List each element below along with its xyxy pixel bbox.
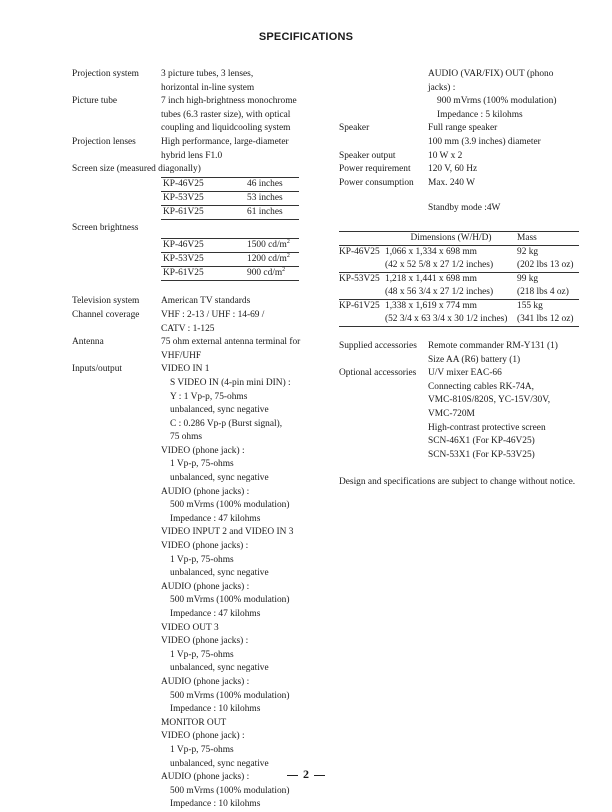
model-cell: KP-53V25 (163, 254, 204, 265)
unit: cd/m (268, 240, 287, 251)
model-cell: KP-46V25 (339, 246, 380, 257)
inputs-output-line: VIDEO (phone jacks) : (161, 541, 249, 552)
spec-value: 7 inch high-brightness monochrome (161, 96, 297, 107)
inputs-output-line: 500 mVrms (100% modulation) (170, 690, 290, 701)
inputs-output-line: unbalanced, sync negative (170, 568, 269, 579)
table-row (339, 299, 579, 313)
inputs-output-line: AUDIO (phone jacks) : (161, 772, 250, 783)
value-cell: 61 inches (247, 206, 283, 217)
unit-superscript: 2 (282, 267, 286, 274)
inputs-output-line: AUDIO (phone jacks) : (161, 486, 250, 497)
spec-label: Projection lenses (72, 136, 136, 147)
dim-mm-cell: 1,066 x 1,334 x 698 mm (385, 246, 477, 257)
spec-power-consumption (339, 177, 587, 191)
dim-in-cell: (42 x 52 5/8 x 27 1/2 inches) (385, 259, 494, 270)
spec-picture-tube (72, 95, 342, 136)
inputs-output-line: unbalanced, sync negative (170, 405, 269, 416)
page-number: 2 (303, 767, 309, 781)
spec-value: horizontal in-line system (161, 82, 255, 93)
spec-supplied-accessories (339, 340, 587, 367)
dash-left (287, 775, 298, 776)
inputs-output-line: Impedance : 47 kilohms (170, 609, 261, 619)
inputs-output-line: 75 ohms (170, 432, 203, 443)
spec-value: coupling and liquidcooling system (161, 123, 291, 134)
spec-value: 10 W x 2 (428, 150, 463, 161)
mass-lbs-cell: (202 lbs 13 oz) (517, 259, 574, 270)
spec-value: 3 picture tubes, 3 lenses, (161, 69, 254, 79)
dim-in-cell: (52 3/4 x 63 3/4 x 30 1/2 inches) (385, 313, 508, 324)
spec-label: Projection system (72, 69, 139, 79)
header-mass: Mass (517, 232, 537, 243)
spec-value: 900 mVrms (100% modulation) (437, 96, 557, 107)
inputs-output-line: MONITOR OUT (161, 717, 227, 728)
dimensions-group (339, 272, 579, 299)
inputs-output-line: VIDEO (phone jack) : (161, 731, 245, 742)
dimensions-group (339, 299, 579, 326)
spec-value: tubes (6.3 raster size), with optical (161, 109, 291, 120)
spec-value: SCN-53X1 (For KP-53V25) (428, 449, 535, 460)
model-cell: KP-46V25 (163, 240, 204, 251)
brightness-value: 1200 (247, 254, 266, 265)
inputs-output-line: AUDIO (phone jacks) : (161, 581, 250, 592)
spec-value: Size AA (R6) battery (1) (428, 354, 521, 365)
table-row (161, 205, 299, 219)
dash-right (314, 775, 325, 776)
spec-label: Power consumption (339, 177, 414, 188)
spec-value: VHF : 2-13 / UHF : 14-69 / (161, 309, 265, 320)
inputs-output-line: VIDEO (phone jacks) : (161, 636, 249, 647)
dimensions-group (339, 245, 579, 272)
table-row (161, 191, 299, 205)
mass-kg-cell: 155 kg (517, 300, 543, 311)
spec-value: U/V mixer EAC-66 (428, 368, 502, 379)
empty-cell (339, 313, 385, 327)
table-row (339, 272, 579, 286)
empty-cell (339, 286, 385, 300)
model-cell: KP-53V25 (163, 192, 204, 203)
spec-label: Picture tube (72, 96, 118, 107)
inputs-output-line: VIDEO (phone jack) : (161, 445, 245, 456)
inputs-output-line: Impedance : 10 kilohms (170, 799, 261, 810)
value-cell (245, 267, 299, 281)
spec-speaker-output (339, 150, 587, 164)
brightness-value: 1500 (247, 240, 266, 251)
spec-value: Full range speaker (428, 123, 498, 134)
inputs-output-list (161, 363, 342, 812)
mass-lbs-cell: (341 lbs 12 oz) (517, 313, 574, 324)
header-dimensions: Dimensions (W/H/D) (410, 232, 492, 243)
left-column (72, 68, 342, 812)
inputs-output-line: Impedance : 47 kilohms (170, 513, 261, 524)
inputs-output-line: Y : 1 Vp-p, 75-ohms (170, 391, 248, 402)
model-cell: KP-53V25 (339, 273, 380, 284)
table-row (161, 253, 299, 267)
table-row (161, 177, 299, 191)
inputs-output-line: unbalanced, sync negative (170, 473, 269, 484)
spec-value: 75 ohm external antenna terminal for (161, 337, 301, 348)
table-header-row (339, 231, 579, 245)
spec-label: Speaker (339, 123, 370, 134)
audio-out-block (339, 68, 587, 122)
spec-antenna (72, 336, 342, 363)
spec-value: 120 V, 60 Hz (428, 164, 478, 175)
inputs-output-line: Impedance : 10 kilohms (170, 704, 261, 715)
unit: cd/m (263, 268, 283, 279)
model-cell: KP-46V25 (163, 178, 204, 189)
spec-value: CATV : 1-125 (161, 323, 215, 334)
spec-value: VMC-810S/820S, YC-15V/30V, (428, 395, 551, 406)
inputs-output-line: 500 mVrms (100% modulation) (170, 595, 290, 606)
spec-label: Supplied accessories (339, 340, 417, 351)
spec-television-system (72, 295, 342, 309)
spec-optional-accessories (339, 367, 587, 462)
right-column (339, 68, 587, 490)
spec-power-requirement (339, 163, 587, 177)
inputs-output-line: 500 mVrms (100% modulation) (170, 785, 290, 796)
screen-size-label: Screen size (measured diagonally) (72, 164, 201, 175)
spec-projection-system (72, 68, 342, 95)
inputs-output-line: 500 mVrms (100% modulation) (170, 500, 290, 511)
dim-in-cell: (48 x 56 3/4 x 27 1/2 inches) (385, 286, 494, 297)
dimensions-table (339, 231, 579, 327)
spec-value: jacks) : (428, 82, 456, 93)
table-row (339, 259, 579, 273)
inputs-output-line: VIDEO IN 1 (161, 364, 210, 375)
spec-inputs-output (72, 363, 342, 812)
table-row (161, 239, 299, 253)
unit-superscript: 2 (286, 253, 290, 260)
spec-label: Channel coverage (72, 309, 140, 320)
inputs-output-line: VIDEO INPUT 2 and VIDEO IN 3 (161, 527, 294, 538)
header-model (339, 231, 385, 245)
spec-label: Power requirement (339, 164, 411, 175)
table-row (339, 313, 579, 327)
spec-value: 100 mm (3.9 inches) diameter (428, 136, 541, 147)
spec-label: Television system (72, 296, 140, 307)
spec-label: Speaker output (339, 150, 396, 161)
model-cell: KP-61V25 (163, 206, 204, 217)
spec-value: Impedance : 5 kilohms (437, 109, 523, 120)
inputs-output-line: 1 Vp-p, 75-ohms (170, 744, 234, 755)
mass-kg-cell: 99 kg (517, 273, 539, 284)
spec-label: Optional accessories (339, 368, 417, 379)
table-row (339, 286, 579, 300)
table-row (339, 245, 579, 259)
mass-lbs-cell: (218 lbs 4 oz) (517, 286, 569, 297)
value-cell: 53 inches (247, 192, 283, 203)
inputs-output-line: AUDIO (phone jacks) : (161, 676, 250, 687)
spec-label: Inputs/output (72, 364, 123, 375)
spec-label: Antenna (72, 337, 104, 348)
unit-superscript: 2 (286, 239, 290, 246)
inputs-output-line: S VIDEO IN (4-pin mini DIN) : (170, 377, 291, 388)
spec-value: Connecting cables RK-74A, (428, 381, 534, 392)
table-row (161, 267, 299, 281)
spec-value: High performance, large-diameter (161, 136, 289, 147)
dim-mm-cell: 1,218 x 1,441 x 698 mm (385, 273, 477, 284)
inputs-output-line: unbalanced, sync negative (170, 663, 269, 674)
screen-brightness-table (161, 238, 299, 281)
inputs-output-line: VIDEO OUT 3 (161, 622, 219, 633)
spec-value: AUDIO (VAR/FIX) OUT (phono (428, 69, 554, 79)
spec-value: High-contrast protective screen (428, 422, 546, 433)
spec-value: VHF/UHF (161, 350, 202, 361)
dim-mm-cell: 1,338 x 1,619 x 774 mm (385, 300, 477, 311)
spec-channel-coverage (72, 309, 342, 336)
spec-projection-lenses (72, 136, 342, 163)
inputs-output-line: 1 Vp-p, 75-ohms (170, 649, 234, 660)
value-cell: 46 inches (247, 178, 283, 189)
inputs-output-line: unbalanced, sync negative (170, 758, 269, 769)
page-number-footer (0, 768, 612, 782)
page-title: SPECIFICATIONS (258, 31, 354, 43)
value-cell (245, 253, 299, 267)
screen-brightness-label: Screen brightness (72, 222, 139, 233)
unit: cd/m (268, 254, 287, 265)
spec-value: SCN-46X1 (For KP-46V25) (428, 436, 535, 447)
brightness-value: 900 (247, 268, 262, 279)
spec-value: American TV standards (161, 296, 251, 307)
model-cell: KP-61V25 (339, 300, 380, 311)
model-cell: KP-61V25 (163, 268, 204, 279)
standby-mode: Standby mode :4W (428, 203, 501, 214)
spec-value: hybrid lens F1.0 (161, 150, 223, 161)
inputs-output-line: 1 Vp-p, 75-ohms (170, 554, 234, 565)
empty-cell (339, 259, 385, 273)
spec-value: VMC-720M (428, 408, 475, 419)
value-cell (245, 239, 299, 253)
mass-kg-cell: 92 kg (517, 246, 539, 257)
change-notice: Design and specifications are subject to change without notice. (339, 477, 576, 488)
inputs-output-line: 1 Vp-p, 75-ohms (170, 459, 234, 470)
inputs-output-line: C : 0.286 Vp-p (Burst signal), (170, 418, 283, 429)
spec-speaker (339, 122, 587, 149)
spec-value: Remote commander RM-Y131 (1) (428, 340, 558, 351)
spec-value: Max. 240 W (428, 177, 475, 188)
screen-size-table (161, 177, 299, 220)
